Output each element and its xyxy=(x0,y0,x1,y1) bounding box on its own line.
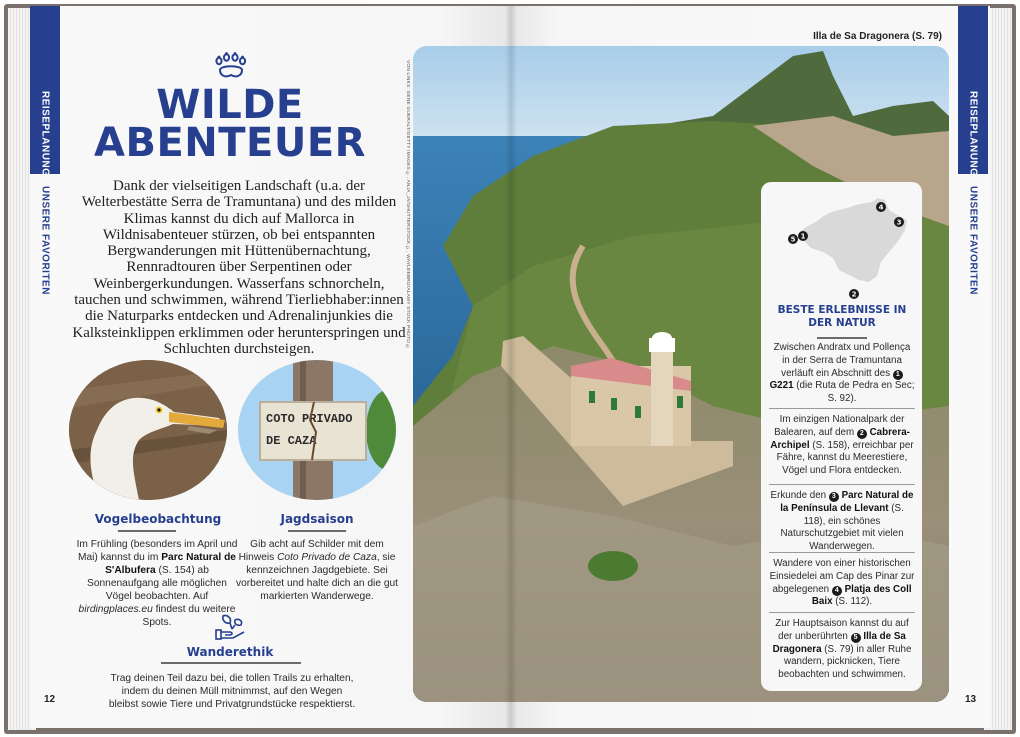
map-marker-3 xyxy=(894,217,904,227)
page-title xyxy=(70,82,390,166)
highlight-name: Cabrera-Archipel xyxy=(770,426,910,451)
website-reference: birdingplaces.eu xyxy=(78,604,153,615)
hunting-season-rule xyxy=(288,530,346,532)
text-segment: Gib acht auf Schilder mit dem Hinweis xyxy=(238,539,384,563)
section-label: REISEPLANUNG xyxy=(967,91,979,177)
text-segment: (S. 112). xyxy=(832,596,873,608)
page-number-left: 12 xyxy=(44,694,56,705)
map-marker-5 xyxy=(788,234,798,244)
highlight-item-3 xyxy=(769,490,915,554)
paw-print-icon xyxy=(213,50,249,82)
section-label: REISEPLANUNG xyxy=(39,91,51,177)
map-marker-4 xyxy=(876,202,886,212)
separator xyxy=(769,484,915,485)
text-segment: (S. 158), erreichbar per Fähre, kannst du Meerestiere, Vögel und Flora entdecken. xyxy=(776,439,914,477)
svg-text:4: 4 xyxy=(878,203,884,212)
hunting-sign-photo xyxy=(238,360,396,500)
bold-place: Parc Natural de S'Albufera xyxy=(105,552,236,576)
title-line-2: ABENTEUER xyxy=(94,120,366,166)
hunting-season-heading: Jagdsaison xyxy=(280,512,354,526)
text-segment: Zwischen Andratx und Pollença in der Serra de Tramuntana verläuft ein Abschnitt des xyxy=(773,342,911,379)
separator xyxy=(769,552,915,553)
ethics-rule xyxy=(161,662,301,664)
map-marker-2 xyxy=(849,289,859,299)
ethics-heading: Wanderethik xyxy=(186,645,274,659)
hunting-sign-illustration xyxy=(238,360,396,500)
map-marker-1 xyxy=(798,231,808,241)
text-segment: findest du weitere Spots. xyxy=(142,604,236,628)
text-segment: , sie kennzeichnen Jagdgebiete. Sei vorbereitet und halte dich an die gut markierten Wanderwege. xyxy=(236,552,398,602)
mallorca-map xyxy=(781,196,911,306)
sign-line-2: DE CAZA xyxy=(266,434,317,448)
page-number-right: 13 xyxy=(965,694,977,705)
svg-text:5: 5 xyxy=(790,235,796,244)
photo-caption: Illa de Sa Dragonera (S. 79) xyxy=(813,31,942,42)
hunting-season-text xyxy=(234,538,400,603)
sign-phrase: Coto Privado de Caza xyxy=(277,552,377,563)
text-segment: Zur Hauptsaison kannst du auf der unberührten xyxy=(775,618,909,642)
birdwatching-rule xyxy=(118,530,176,532)
photo-credit: VON LINKS: GENE GUERALT/GETTY IMAGES ©, ANJA_JÄ/SHUTTERSTOCK ©, WAYLEEBRO/ALAMY STOCK PHOTO © xyxy=(405,60,410,350)
hand-with-leaves-icon xyxy=(213,612,249,642)
text-segment: (S. 118), ein schönes Naturschutzgebiet mit vielen Wanderwegen. xyxy=(780,502,904,553)
text-segment: Wandere von einer historischen Einsiedelei am Cap des Pinar zur abgelegenen xyxy=(769,558,915,595)
svg-text:3: 3 xyxy=(896,218,902,227)
card-title-rule xyxy=(817,337,867,339)
number-marker: 1 xyxy=(893,370,903,380)
text-segment: (S. 79) in aller Ruhe wandern, picknicken, Tiere beobachten und schwimmen. xyxy=(778,643,912,681)
text-segment: Erkunde den xyxy=(770,490,829,501)
text-segment: (S. 154) ab Sonnenaufgang alle möglichen Vögel beobachten. Auf xyxy=(87,565,227,602)
title-line-1: WILDE xyxy=(156,82,304,128)
nature-highlights-card xyxy=(761,182,922,691)
chapter-label: UNSERE FAVORITEN xyxy=(39,186,51,295)
highlight-item-2 xyxy=(769,414,915,478)
right-side-tab xyxy=(958,6,988,306)
egret-illustration xyxy=(69,360,227,500)
highlight-item-5 xyxy=(769,618,915,682)
highlight-name: Illa de Sa Dragonera xyxy=(772,630,906,655)
svg-text:2: 2 xyxy=(851,290,857,299)
book-spine-gutter xyxy=(505,6,517,728)
highlight-item-1 xyxy=(769,342,915,406)
svg-text:1: 1 xyxy=(800,232,806,241)
separator xyxy=(769,612,915,613)
number-marker: 4 xyxy=(832,586,842,596)
sign-line-1: COTO PRIVADO xyxy=(266,412,353,426)
text-segment: (die Ruta de Pedra en Sec; S. 92). xyxy=(793,380,915,405)
number-marker: 3 xyxy=(829,492,839,502)
left-side-tab xyxy=(30,6,60,306)
separator xyxy=(769,408,915,409)
intro-paragraph: Dank der vielseitigen Landschaft (u.a. der Welterbestätte Serra de Tramuntana) und des milden Klimas kannst du dich auf Mallorca in Wildnisabenteuer stürzen, ob bei entspannten Bergwanderungen mit Hüttenübernachtung, Rennradtouren über Serpentinen oder Weinbergerkundungen. Wasserfans schnorcheln, tauchen und schwimmen, während Tierliebhaber:innen die Naturparks entdecken und Adrenalinjunkies die Kalksteinklippen erklimmen oder herunterspringen und Schluchten durchsteigen. xyxy=(72,178,406,357)
highlight-item-4 xyxy=(769,558,915,609)
birdwatching-heading: Vogelbeobachtung xyxy=(94,512,222,526)
number-marker: 2 xyxy=(857,429,867,439)
text-segment: Im einzigen Nationalpark der Balearen, auf dem xyxy=(774,414,905,438)
chapter-label: UNSERE FAVORITEN xyxy=(967,186,979,295)
highlight-name: Parc Natural de la Península de Llevant xyxy=(780,490,914,514)
egret-photo xyxy=(69,360,227,500)
highlight-name: G221 xyxy=(769,380,794,392)
highlight-name: Platja des Coll Baix xyxy=(811,583,912,608)
number-marker: 5 xyxy=(851,633,861,643)
ethics-text: Trag deinen Teil dazu bei, die tollen Trails zu erhalten, indem du deinen Müll mitnimmst, auf den Wegen bleibst sowie Tiere und Privatgrundstücke respektierst. xyxy=(108,673,356,710)
text-segment: Im Frühling (besonders im April und Mai) kannst du im xyxy=(76,539,238,563)
card-title: BESTE ERLEBNISSE IN DER NATUR xyxy=(777,304,907,329)
